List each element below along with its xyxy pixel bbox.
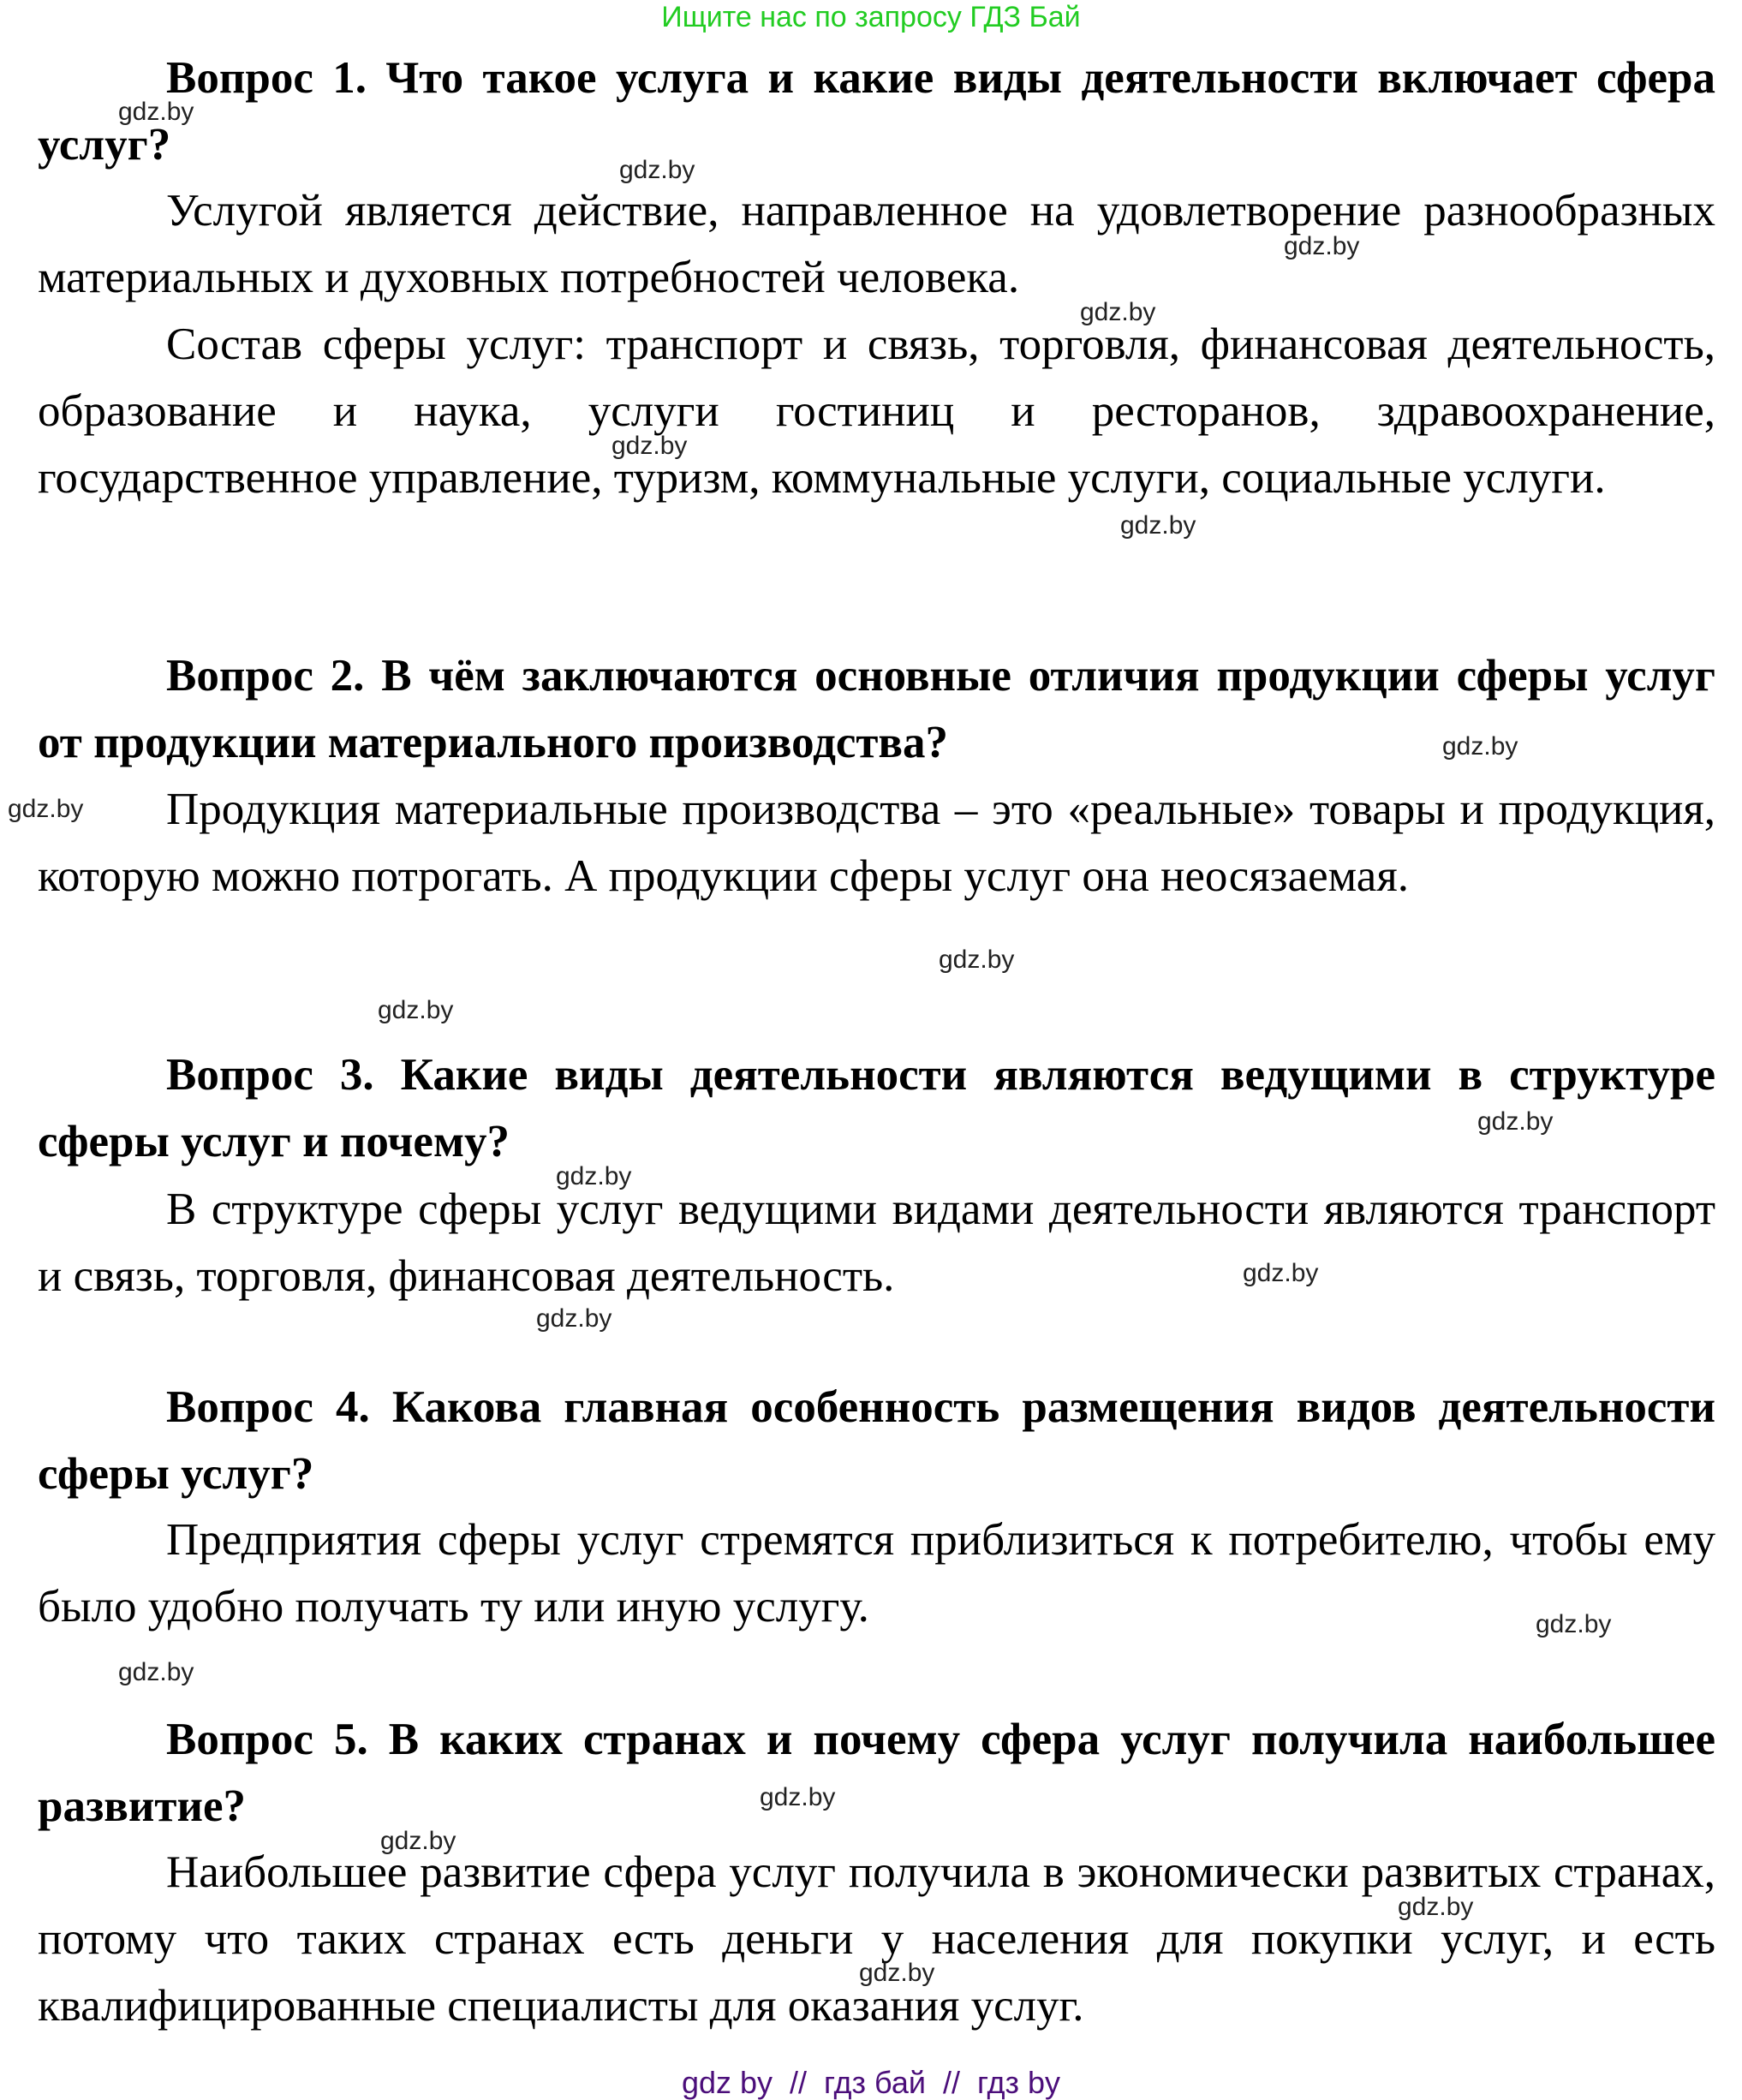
watermark: gdz.by [859,1959,935,1987]
footer-links: gdz by // гдз бай // гдз by [681,2065,1061,2100]
question-1-answer-2: Состав сферы услуг: транспорт и связь, торговля, финансовая деятельность, образование и наука, услуги гостиниц и ресторанов, здравоохранение, государственное управление, туризм, коммунальные услуги, социальные услуги. [38,319,1715,503]
watermark: gdz.by [536,1304,612,1333]
question-1-answer-1: Услугой является действие, направленное на удовлетворение разнообразных материальных и духовных потребностей человека. [38,186,1715,302]
question-4-title: Вопрос 4. Какова главная особенность размещения видов деятельности сферы услуг? [38,1382,1715,1499]
watermark: gdz.by [118,98,194,126]
watermark: gdz.by [939,946,1015,974]
watermark: gdz.by [619,156,695,184]
watermark: gdz.by [380,1827,456,1855]
watermark: gdz.by [760,1783,836,1811]
watermark: gdz.by [1398,1893,1474,1921]
watermark: gdz.by [556,1162,632,1190]
question-5-answer: Наибольшее развитие сфера услуг получила в экономически развитых странах, потому что таких странах есть деньги у населения для покупки услуг, и есть квалифицированные специалисты для оказания услуг. [38,1847,1715,2031]
question-1-title: Вопрос 1. Что такое услуга и какие виды деятельности включает сфера услуг? [38,53,1715,170]
question-3-answer: В структуре сферы услуг ведущими видами деятельности являются транспорт и связь, торговля, финансовая деятельность. [38,1184,1715,1301]
watermark: gdz.by [378,996,454,1024]
watermark: gdz.by [1243,1259,1319,1287]
watermark: gdz.by [1536,1610,1612,1638]
watermark: gdz.by [1120,511,1196,540]
question-2-answer: Продукция материальные производства – это «реальные» товары и продукция, которую можно потрогать. А продукции сферы услуг она неосязаемая. [38,785,1715,901]
question-5-title: Вопрос 5. В каких странах и почему сфера услуг получила наибольшее развитие? [38,1715,1715,1831]
watermark: gdz.by [8,795,84,823]
question-2-title: Вопрос 2. В чём заключаются основные отличия продукции сферы услуг от продукции материального производства? [38,651,1715,767]
search-banner: Ищите нас по запросу ГДЗ Бай [661,1,1081,33]
question-3-title: Вопрос 3. Какие виды деятельности являются ведущими в структуре сферы услуг и почему? [38,1050,1715,1166]
watermark: gdz.by [1442,732,1518,761]
watermark: gdz.by [1477,1107,1554,1136]
watermark: gdz.by [118,1658,194,1686]
watermark: gdz.by [1284,232,1360,260]
question-4-answer: Предприятия сферы услуг стремятся приблизиться к потребителю, чтобы ему было удобно получать ту или иную услугу. [38,1515,1715,1632]
watermark: gdz.by [1080,298,1156,326]
watermark: gdz.by [611,432,688,460]
